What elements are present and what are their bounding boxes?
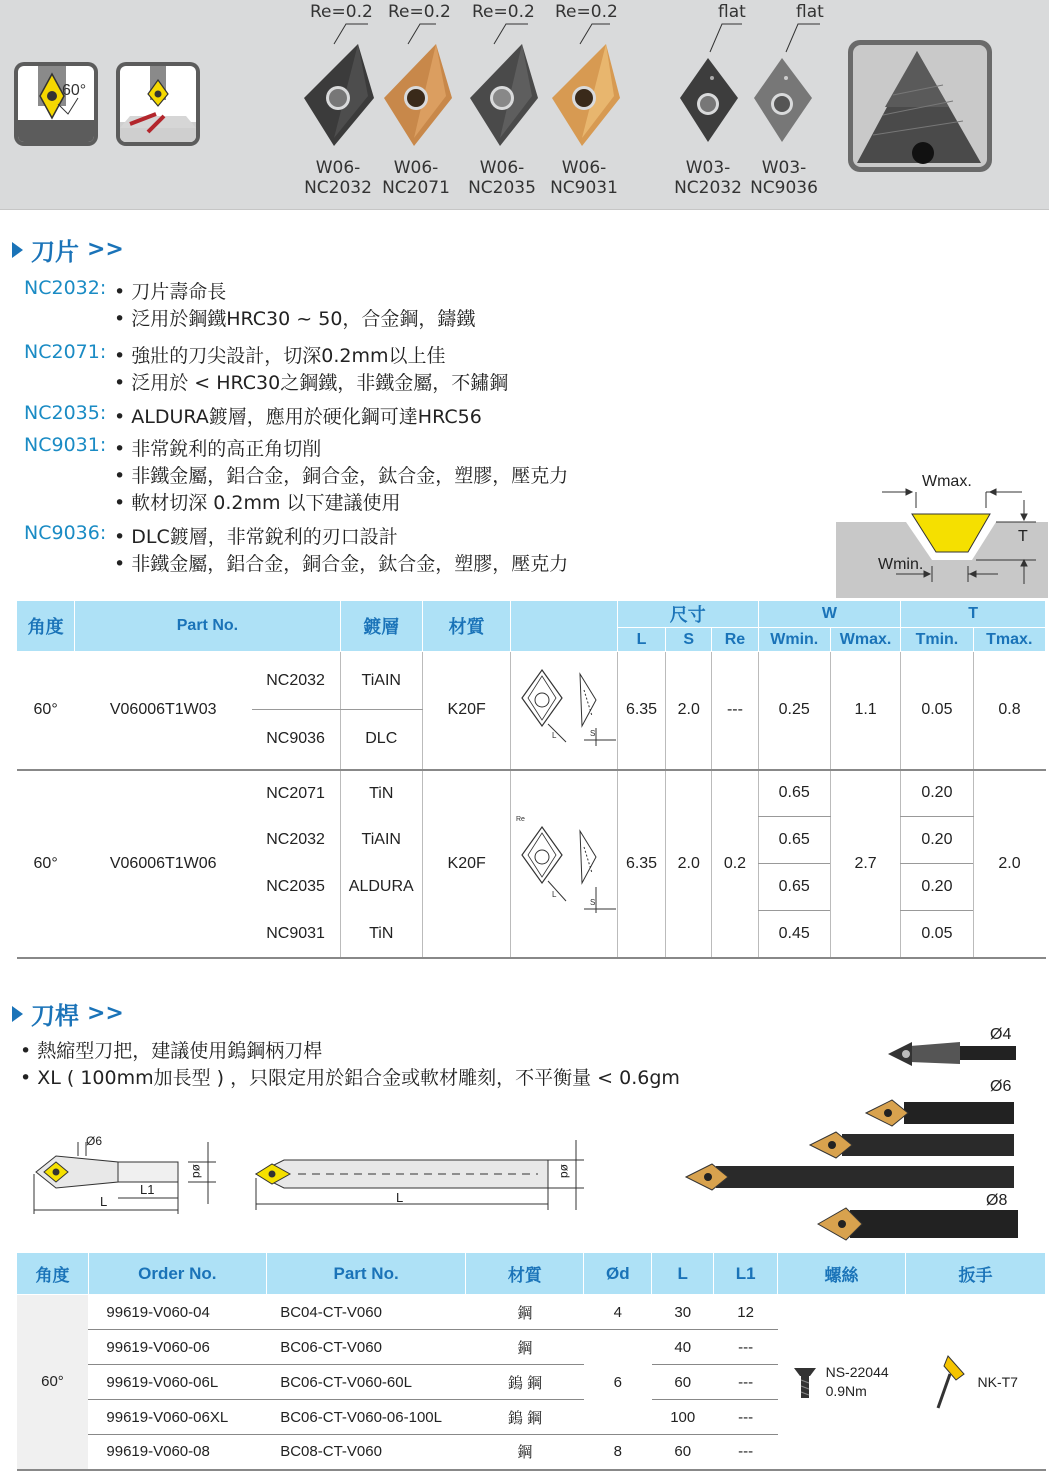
grade-cell: NC9031 xyxy=(252,911,340,958)
material-cell: 鋼 xyxy=(466,1435,584,1470)
grade-feature: • 軟材切深 0.2mm 以下建議使用 xyxy=(114,492,401,514)
drawing-l-label: L xyxy=(552,890,557,899)
order-cell: 99619-V060-06XL xyxy=(88,1400,266,1435)
t-label: T xyxy=(1018,528,1028,545)
grade-feature: • ALDURA鍍層，應用於硬化鋼可達HRC56 xyxy=(114,406,482,428)
screw-icon xyxy=(794,1364,816,1400)
re-label: Re=0.2 xyxy=(472,2,535,22)
insert-w06-nc9031 xyxy=(552,44,620,146)
col-part-no: Part No. xyxy=(266,1253,466,1295)
order-cell: 99619-V060-06 xyxy=(88,1330,266,1365)
table-row xyxy=(17,770,1046,817)
od-cell: 4 xyxy=(584,1295,652,1330)
grade-cell: NC2032 xyxy=(252,652,340,710)
insert-w06-nc2032 xyxy=(304,44,374,146)
part-cell: BC06-CT-V060-60L xyxy=(266,1365,466,1400)
re-label: Re=0.2 xyxy=(388,2,451,22)
re-label: Re=0.2 xyxy=(310,2,373,22)
col-wmin: Wmin. xyxy=(758,628,830,652)
grade-cell: NC2035 xyxy=(266,878,325,895)
col-part-no: Part No. xyxy=(75,601,340,652)
section-marker-icon xyxy=(12,242,23,258)
insert-label: W03- NC9036 xyxy=(750,158,818,198)
angle-cell: 60° xyxy=(17,652,75,770)
insert-label: W06- NC2032 xyxy=(304,158,372,198)
col-t: T xyxy=(901,601,1046,628)
l1-cell: --- xyxy=(714,1330,778,1365)
part-cell: BC06-CT-V060 xyxy=(266,1330,466,1365)
col-wmax: Wmax. xyxy=(830,628,900,652)
part-cell: BC04-CT-V060 xyxy=(266,1295,466,1330)
coating-cell: TiAIN xyxy=(340,817,422,864)
col-s: S xyxy=(666,628,712,652)
table-row xyxy=(17,1295,1046,1330)
wmin-cell: 0.25 xyxy=(758,652,830,770)
drawing-d6-label: Ø6 xyxy=(86,1134,103,1148)
l-cell: 6.35 xyxy=(617,652,665,770)
part-cell: V06006T1W03 xyxy=(75,652,252,770)
l-cell: 6.35 xyxy=(617,770,665,958)
col-w: W xyxy=(758,601,901,628)
insert-drawing-w03 xyxy=(511,652,618,770)
flat-label: flat xyxy=(718,2,746,22)
coating-cell: TiN xyxy=(340,770,422,817)
col-l1: L1 xyxy=(714,1253,778,1295)
product-banner xyxy=(0,0,1049,210)
screw-code: NS-22044 xyxy=(825,1363,889,1380)
wmax-label: Wmax. xyxy=(922,473,972,490)
drawing-s-label: S xyxy=(590,898,596,907)
grade-feature: • 泛用於鋼鐵HRC30 ~ 50，合金鋼，鑄鐵 xyxy=(114,308,476,330)
insert-label: W03- NC2032 xyxy=(674,158,742,198)
diameter-8-label: Ø8 xyxy=(986,1192,1008,1209)
tmax-cell: 0.8 xyxy=(973,652,1045,770)
flat-label: flat xyxy=(796,2,824,22)
coating-cell: TiAIN xyxy=(340,652,422,710)
col-angle: 角度 xyxy=(17,601,75,652)
tmin-cell: 0.20 xyxy=(901,864,973,911)
col-screw: 螺絲 xyxy=(778,1253,906,1295)
wrench-icon xyxy=(934,1352,968,1412)
insert-w03-nc2032 xyxy=(680,58,738,142)
wmin-cell: 0.65 xyxy=(758,770,830,817)
grade-code: NC9031: xyxy=(24,434,107,456)
drawing-l1-label: L1 xyxy=(140,1182,155,1197)
material-cell: 鋼 xyxy=(466,1295,584,1330)
wmin-cell: 0.45 xyxy=(758,911,830,958)
drawing-od-label: ød xyxy=(558,1163,573,1179)
col-tmax: Tmax. xyxy=(973,628,1045,652)
holder-drawings xyxy=(28,1134,588,1224)
wmax-cell: 1.1 xyxy=(830,652,900,770)
insert-w06-nc2071 xyxy=(384,44,452,146)
screw-torque: 0.9Nm xyxy=(825,1382,867,1399)
holder-note: • XL ( 100mm加長型 ) ，只限定用於鋁合金或軟材雕刻，不平衡量 < 0.6gm xyxy=(20,1067,680,1089)
holder-photos xyxy=(680,1024,1040,1244)
screw-cell xyxy=(778,1295,906,1470)
order-cell: 99619-V060-06L xyxy=(88,1365,266,1400)
material-cell: 鎢 鋼 xyxy=(466,1400,584,1435)
part-cell: BC08-CT-V060 xyxy=(266,1435,466,1470)
coating-cell: DLC xyxy=(340,710,422,770)
grade-cell: NC2071 xyxy=(266,784,325,802)
grade-code: NC9036: xyxy=(24,522,107,544)
holder-note: • 熱縮型刀把，建議使用鎢鋼柄刀桿 xyxy=(20,1040,323,1062)
coating-cell: ALDURA xyxy=(340,864,422,911)
od-cell: 8 xyxy=(584,1435,652,1470)
coating-cell: TiN xyxy=(340,911,422,958)
col-l: L xyxy=(617,628,665,652)
grade-code: NC2035: xyxy=(24,402,107,424)
col-material: 材質 xyxy=(422,601,510,652)
tmin-cell: 0.05 xyxy=(901,652,973,770)
grade-feature: • 非鐵金屬，鋁合金，銅合金，鈦合金，塑膠，壓克力 xyxy=(114,465,569,487)
insert-label: W06- NC2035 xyxy=(468,158,536,198)
grade-feature: • 泛用於 < HRC30之鋼鐵，非鐵金屬，不鏽鋼 xyxy=(114,372,509,394)
l1-cell: --- xyxy=(714,1435,778,1470)
wmin-label: Wmin. xyxy=(878,556,924,573)
re-cell: 0.2 xyxy=(712,770,758,958)
part-cell: BC06-CT-V060-06-100L xyxy=(266,1400,466,1435)
drawing-s-label: S xyxy=(590,728,596,738)
l1-cell: --- xyxy=(714,1400,778,1435)
l-cell: 40 xyxy=(652,1330,714,1365)
angle-cell: 60° xyxy=(17,770,75,958)
col-drawing xyxy=(511,601,618,652)
grade-cell: NC9036 xyxy=(252,710,340,770)
re-label: Re=0.2 xyxy=(555,2,618,22)
material-cell: K20F xyxy=(422,770,510,958)
section-marker-icon xyxy=(12,1006,23,1022)
l-cell: 100 xyxy=(652,1400,714,1435)
material-cell: 鋼 xyxy=(466,1330,584,1365)
col-size: 尺寸 xyxy=(617,601,758,628)
tmin-cell: 0.20 xyxy=(901,770,973,817)
col-order-no: Order No. xyxy=(88,1253,266,1295)
grade-cell: NC2032 xyxy=(266,831,325,848)
section-title-inserts: 刀片 >> xyxy=(12,232,124,267)
groove-diagram xyxy=(836,470,1048,598)
engraving-photo xyxy=(848,40,992,172)
insert-w06-nc2035 xyxy=(470,44,538,146)
insert-label: W06- NC2071 xyxy=(382,158,450,198)
wmin-cell: 0.65 xyxy=(758,864,830,911)
material-cell: 鎢 鋼 xyxy=(466,1365,584,1400)
l-cell: 30 xyxy=(652,1295,714,1330)
col-angle: 角度 xyxy=(17,1253,89,1295)
col-od: Ød xyxy=(584,1253,652,1295)
grade-feature: • 非鐵金屬，鋁合金，銅合金，鈦合金，塑膠，壓克力 xyxy=(114,553,569,575)
s-cell: 2.0 xyxy=(666,770,712,958)
tmax-cell: 2.0 xyxy=(973,770,1045,958)
grade-code: NC2071: xyxy=(24,341,107,363)
l1-cell: 12 xyxy=(714,1295,778,1330)
drawing-l-label: L xyxy=(100,1194,108,1209)
grade-feature: • 非常銳利的高正角切削 xyxy=(114,438,322,460)
drawing-od-label: ød xyxy=(190,1163,205,1179)
col-l: L xyxy=(652,1253,714,1295)
l-cell: 60 xyxy=(652,1365,714,1400)
table-row xyxy=(17,652,1046,710)
angle-badge: 60° xyxy=(62,82,87,99)
od-cell: 6 xyxy=(584,1330,652,1435)
grade-feature: • 刀片壽命長 xyxy=(114,281,227,303)
col-coating: 鍍層 xyxy=(340,601,422,652)
col-re: Re xyxy=(712,628,758,652)
part-cell: V06006T1W06 xyxy=(75,770,252,958)
wmin-cell: 0.65 xyxy=(758,817,830,864)
insert-drawing-w06 xyxy=(511,770,618,958)
s-cell: 2.0 xyxy=(666,652,712,770)
section-title-holders: 刀桿 >> xyxy=(12,996,124,1031)
wmax-cell: 2.7 xyxy=(830,770,900,958)
col-wrench: 扳手 xyxy=(906,1253,1046,1295)
order-cell: 99619-V060-08 xyxy=(88,1435,266,1470)
drawing-re-label: Re xyxy=(516,816,526,823)
re-cell: --- xyxy=(712,652,758,770)
wrench-cell xyxy=(906,1295,1046,1470)
grade-feature: • DLC鍍層，非常銳利的刃口設計 xyxy=(114,526,398,548)
col-material: 材質 xyxy=(466,1253,584,1295)
grade-code: NC2032: xyxy=(24,277,107,299)
material-cell: K20F xyxy=(422,652,510,770)
wrench-code: NK-T7 xyxy=(977,1373,1018,1390)
insert-w03-nc9036 xyxy=(754,58,812,142)
grade-feature: • 強壯的刀尖設計，切深0.2mm以上佳 xyxy=(114,345,446,367)
diameter-6-label: Ø6 xyxy=(990,1078,1012,1095)
col-tmin: Tmin. xyxy=(901,628,973,652)
diameter-4-label: Ø4 xyxy=(990,1026,1012,1043)
tmin-cell: 0.05 xyxy=(901,911,973,958)
l-cell: 60 xyxy=(652,1435,714,1470)
insert-spec-table xyxy=(16,600,1046,959)
drawing-l-label: L xyxy=(396,1190,404,1205)
insert-label: W06- NC9031 xyxy=(550,158,618,198)
holder-spec-table xyxy=(16,1252,1046,1471)
tmin-cell: 0.20 xyxy=(901,817,973,864)
angle-cell: 60° xyxy=(17,1295,89,1470)
drawing-l-label: L xyxy=(552,730,557,740)
order-cell: 99619-V060-04 xyxy=(88,1295,266,1330)
l1-cell: --- xyxy=(714,1365,778,1400)
